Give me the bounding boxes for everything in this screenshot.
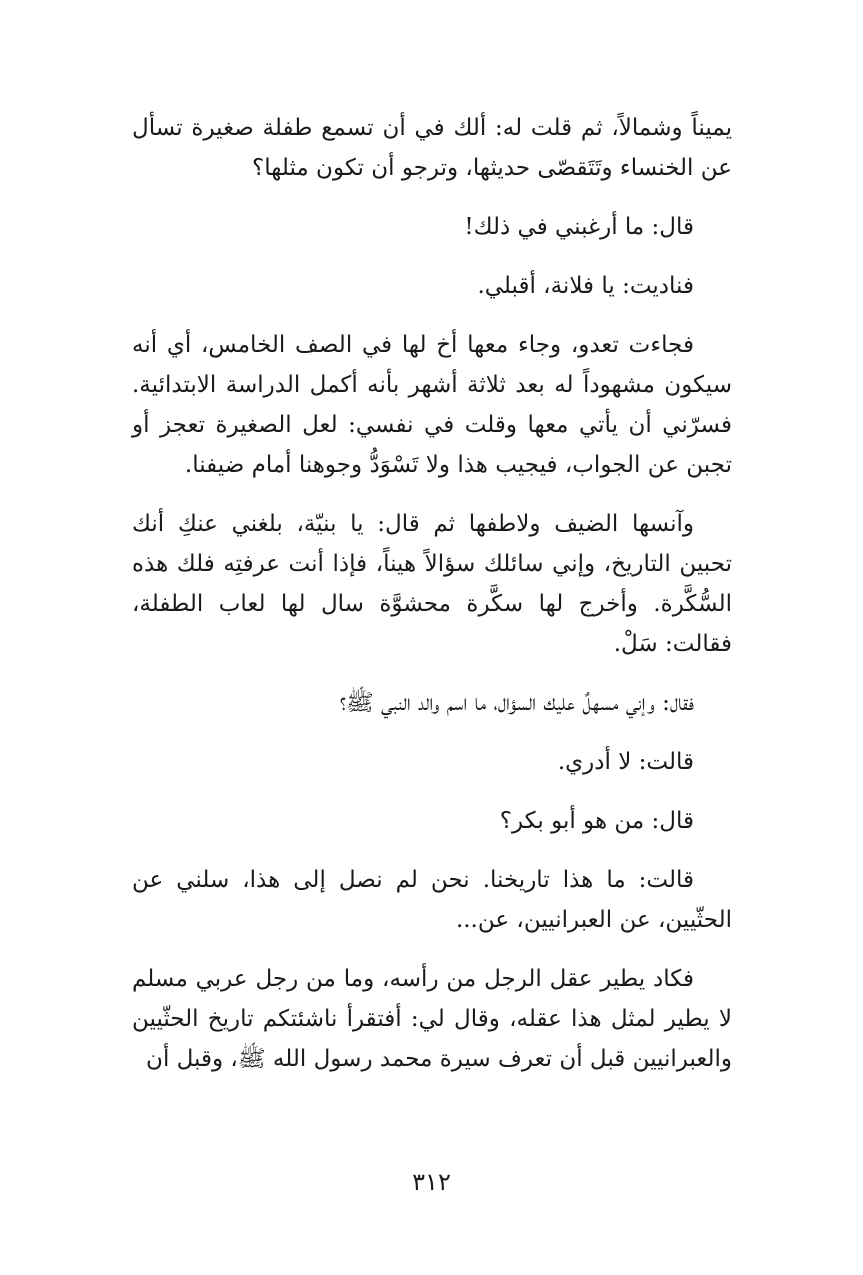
paragraph-4: فجاءت تعدو، وجاء معها أخ لها في الصف الخامس، أي أنه سيكون مشهوداً له بعد ثلاثة أشهر بأنه أكمل الدراسة الابتدائية. فسرّني أن يأتي معها وقلت في نفسي: لعل الصغيرة تعجز أو تجبن عن الجواب، فيجيب هذا ولا تَسْوَدُّ وجوهنا أمام ضيفنا. <box>132 332 732 478</box>
paragraph-5: وآنسها الضيف ولاطفها ثم قال: يا بنيّة، بلغني عنكِ أنك تحبين التاريخ، وإني سائلك سؤالاً هيناً، فإذا أنت عرفتِه فلك هذه السُّكَّرة. وأخرج لها سكَّرة محشوَّة سال لها لعاب الطفلة، فقالت: سَلْ. <box>132 511 732 657</box>
paragraph-10: فكاد يطير عقل الرجل من رأسه، وما من رجل عربي مسلم لا يطير لمثل هذا عقله، وقال لي: أفتقرأ ناشئتكم تاريخ الحثّيين والعبرانيين قبل أن تعرف سيرة محمد رسول الله ﷺ، وقبل أن <box>132 966 732 1072</box>
paragraph-9: قالت: ما هذا تاريخنا. نحن لم نصل إلى هذا، سلني عن الحثّيين، عن العبرانيين، عن... <box>132 867 732 933</box>
paragraph-1: يميناً وشمالاً، ثم قلت له: ألك في أن تسمع طفلة صغيرة تسأل عن الخنساء وتَتَقصّى حديثها، وترجو أن تكون مثلها؟ <box>132 115 732 181</box>
page-body <box>132 108 732 1098</box>
paragraph-3: فناديت: يا فلانة، أقبلي. <box>477 273 694 299</box>
paragraph-6: فقال: وإني مسهلٌ عليك السؤال، ما اسم والد النبي ﷺ؟ <box>339 690 694 716</box>
paragraph-7: قالت: لا أدري. <box>557 749 694 775</box>
paragraph-2: قال: ما أرغبني في ذلك! <box>464 214 694 240</box>
page-number: ٣١٢ <box>412 1168 451 1196</box>
paragraph-8: قال: من هو أبو بكر؟ <box>499 808 694 834</box>
